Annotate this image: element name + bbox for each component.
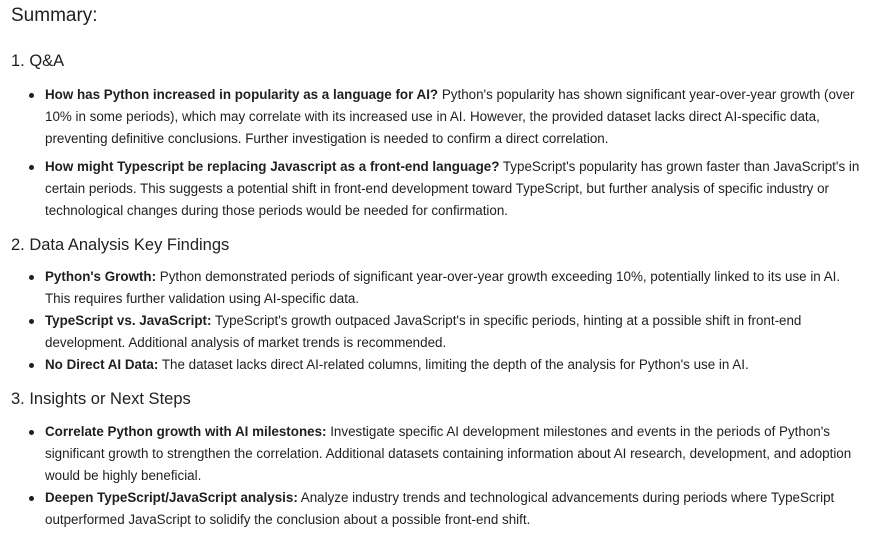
item-text: TypeScript's popularity has grown faster than JavaScript's in certain periods. This suggests a potential shift in front-end development toward TypeScript, but further analysis of specific industry or technological changes during those periods would be needed for confirmation. bbox=[45, 159, 860, 218]
item-text: Investigate specific AI development milestones and events in the periods of Python's significant growth to strengthen the correlation. Additional datasets containing information about AI research, development, and adoption would be highly beneficial. bbox=[45, 424, 852, 483]
list-item bbox=[0, 84, 880, 150]
list-item bbox=[0, 156, 880, 222]
list-item bbox=[0, 354, 880, 376]
bullet-icon bbox=[29, 165, 34, 170]
bullet-icon bbox=[29, 319, 34, 324]
section-heading-next-steps: 3. Insights or Next Steps bbox=[11, 390, 191, 408]
bullet-icon bbox=[29, 93, 34, 98]
qa-list bbox=[0, 84, 880, 222]
item-lead: Correlate Python growth with AI milestones: bbox=[45, 424, 327, 439]
item-lead: No Direct AI Data: bbox=[45, 357, 159, 372]
bullet-icon bbox=[29, 496, 34, 501]
list-item bbox=[0, 266, 880, 310]
findings-list bbox=[0, 266, 880, 376]
list-item bbox=[0, 487, 880, 531]
bullet-icon bbox=[29, 275, 34, 280]
item-lead: How might Typescript be replacing Javascript as a front-end language? bbox=[45, 159, 500, 174]
item-text: Python's popularity has shown significant year-over-year growth (over 10% in some periods), which may correlate with its increased use in AI. However, the provided dataset lacks direct AI-specific data, preventing definitive conclusions. Further investigation is needed to confirm a direct correlation. bbox=[45, 87, 855, 146]
item-text: Python demonstrated periods of significant year-over-year growth exceeding 10%, potentially linked to its use in AI. This requires further validation using AI-specific data. bbox=[45, 269, 841, 306]
page-title: Summary: bbox=[11, 5, 98, 26]
section-heading-qa: 1. Q&A bbox=[11, 52, 65, 70]
item-lead: TypeScript vs. JavaScript: bbox=[45, 313, 212, 328]
item-text: Analyze industry trends and technological advancements during periods where TypeScript outperformed JavaScript to solidify the conclusion about a possible front-end shift. bbox=[45, 490, 835, 527]
next-steps-list bbox=[0, 421, 880, 531]
list-item bbox=[0, 421, 880, 487]
item-lead: How has Python increased in popularity as a language for AI? bbox=[45, 87, 439, 102]
list-item bbox=[0, 310, 880, 354]
section-heading-findings: 2. Data Analysis Key Findings bbox=[11, 236, 230, 254]
item-lead: Deepen TypeScript/JavaScript analysis: bbox=[45, 490, 298, 505]
bullet-icon bbox=[29, 430, 34, 435]
item-lead: Python's Growth: bbox=[45, 269, 157, 284]
item-text: TypeScript's growth outpaced JavaScript's in specific periods, hinting at a possible shift in front-end development. Additional analysis of market trends is recommended. bbox=[45, 313, 802, 350]
item-text: The dataset lacks direct AI-related columns, limiting the depth of the analysis for Python's use in AI. bbox=[158, 357, 749, 372]
bullet-icon bbox=[29, 363, 34, 368]
